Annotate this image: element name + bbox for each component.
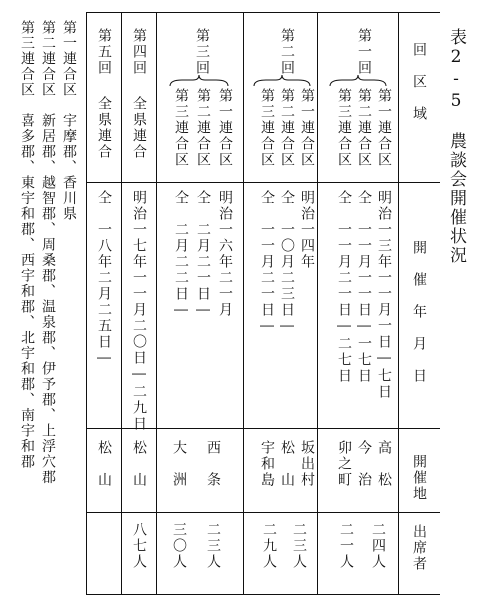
round-1-area-3: 第三連合区	[336, 88, 352, 168]
table-left-border	[86, 12, 87, 594]
round-2-date-3: 仝 一一月二一日―	[259, 190, 275, 336]
round-3-venue-2: 大 洲	[171, 440, 187, 488]
header-attendees: 出席者	[411, 524, 427, 572]
round-5: 第五回	[96, 28, 112, 76]
row1-row2-rule	[317, 12, 318, 594]
round-2-venue-1: 坂出村	[299, 440, 315, 488]
round-3-area-1: 第一連合区	[217, 88, 233, 168]
round-1-brace	[328, 74, 388, 88]
round-5-venue: 松 山	[96, 440, 112, 488]
header-venue: 開催地	[411, 454, 427, 502]
row3-row4-rule	[156, 12, 157, 594]
round-2-date-1: 明治一四年	[299, 190, 315, 270]
round-1-date-3: 仝 一一月二一日―二七日	[336, 190, 352, 384]
header-rule	[86, 182, 440, 183]
round-1-area-1: 第一連合区	[376, 88, 392, 168]
round-3-attendees-2: 三〇人	[171, 522, 187, 570]
note-district-1: 第一連合区 宇摩郡、香川県	[61, 20, 77, 222]
round-2-attendees-2: 二九人	[261, 522, 277, 570]
header-date: 開 催 年 月 日	[411, 240, 427, 384]
venue-attendee-rule	[86, 512, 440, 513]
round-2: 第二回	[279, 28, 295, 76]
round-2-area-2: 第二連合区	[279, 88, 295, 168]
round-2-attendees-1: 二三人	[291, 522, 307, 570]
round-1-attendees-1: 二四人	[370, 522, 386, 570]
round-4-venue: 松 山	[131, 440, 147, 488]
round-5-area: 全県連合	[96, 96, 112, 160]
round-1: 第一回	[356, 28, 372, 76]
table-title: 表2-5 農談会開催状況	[446, 28, 466, 265]
note-district-3: 第三連合区 喜多郡、東宇和郡、西宇和郡、北宇和郡、南宇和郡	[19, 20, 35, 470]
round-3-date-3: 仝 二月二二日―	[173, 190, 189, 320]
round-3: 第三回	[194, 28, 210, 76]
round-3-area-2: 第二連合区	[195, 88, 211, 168]
round-2-brace	[252, 74, 312, 88]
round-1-venue-2: 今 治	[356, 440, 372, 488]
round-4-attendees: 八七人	[131, 522, 147, 570]
row2-row3-rule	[243, 12, 244, 594]
round-3-attendees-1: 二三人	[205, 522, 221, 570]
round-2-venue-3: 宇和島	[259, 440, 275, 488]
round-1-venue-1: 高 松	[376, 440, 392, 488]
header-round-area: 回 区 域	[411, 42, 427, 122]
round-3-date-1: 明治一六年二一月	[217, 190, 233, 318]
round-1-date-1: 明治一三年一一月一日―七日	[376, 190, 392, 400]
round-4-date: 明治一七年一一月二〇日―二九日	[131, 190, 147, 432]
round-3-venue-1: 西 条	[205, 440, 221, 488]
round-1-attendees-2: 二一人	[338, 522, 354, 570]
row4-row5-rule	[121, 12, 122, 594]
round-3-date-2: 仝 二月二一日―	[195, 190, 211, 320]
round-2-area-1: 第一連合区	[299, 88, 315, 168]
round-4: 第四回	[131, 28, 147, 76]
round-1-venue-3: 卯之町	[336, 440, 352, 488]
header-column-rule	[398, 12, 399, 594]
round-3-brace	[168, 74, 230, 88]
round-5-date: 仝 一八年二月二五日―	[96, 190, 112, 368]
round-4-area: 全県連合	[131, 96, 147, 160]
note-district-2: 第二連合区 新居郡、越智郡、周桑郡、温泉郡、伊予郡、上浮穴郡	[40, 20, 56, 485]
round-1-date-2: 仝 一一月一一日―一七日	[356, 190, 372, 384]
round-2-venue-2: 松 山	[279, 440, 295, 488]
round-2-area-3: 第三連合区	[259, 88, 275, 168]
table-bottom-border	[86, 594, 440, 595]
table-top-border	[86, 12, 440, 13]
round-1-area-2: 第二連合区	[356, 88, 372, 168]
round-3-area-3: 第三連合区	[173, 88, 189, 168]
round-2-date-2: 仝 一〇月二三日―	[279, 190, 295, 336]
